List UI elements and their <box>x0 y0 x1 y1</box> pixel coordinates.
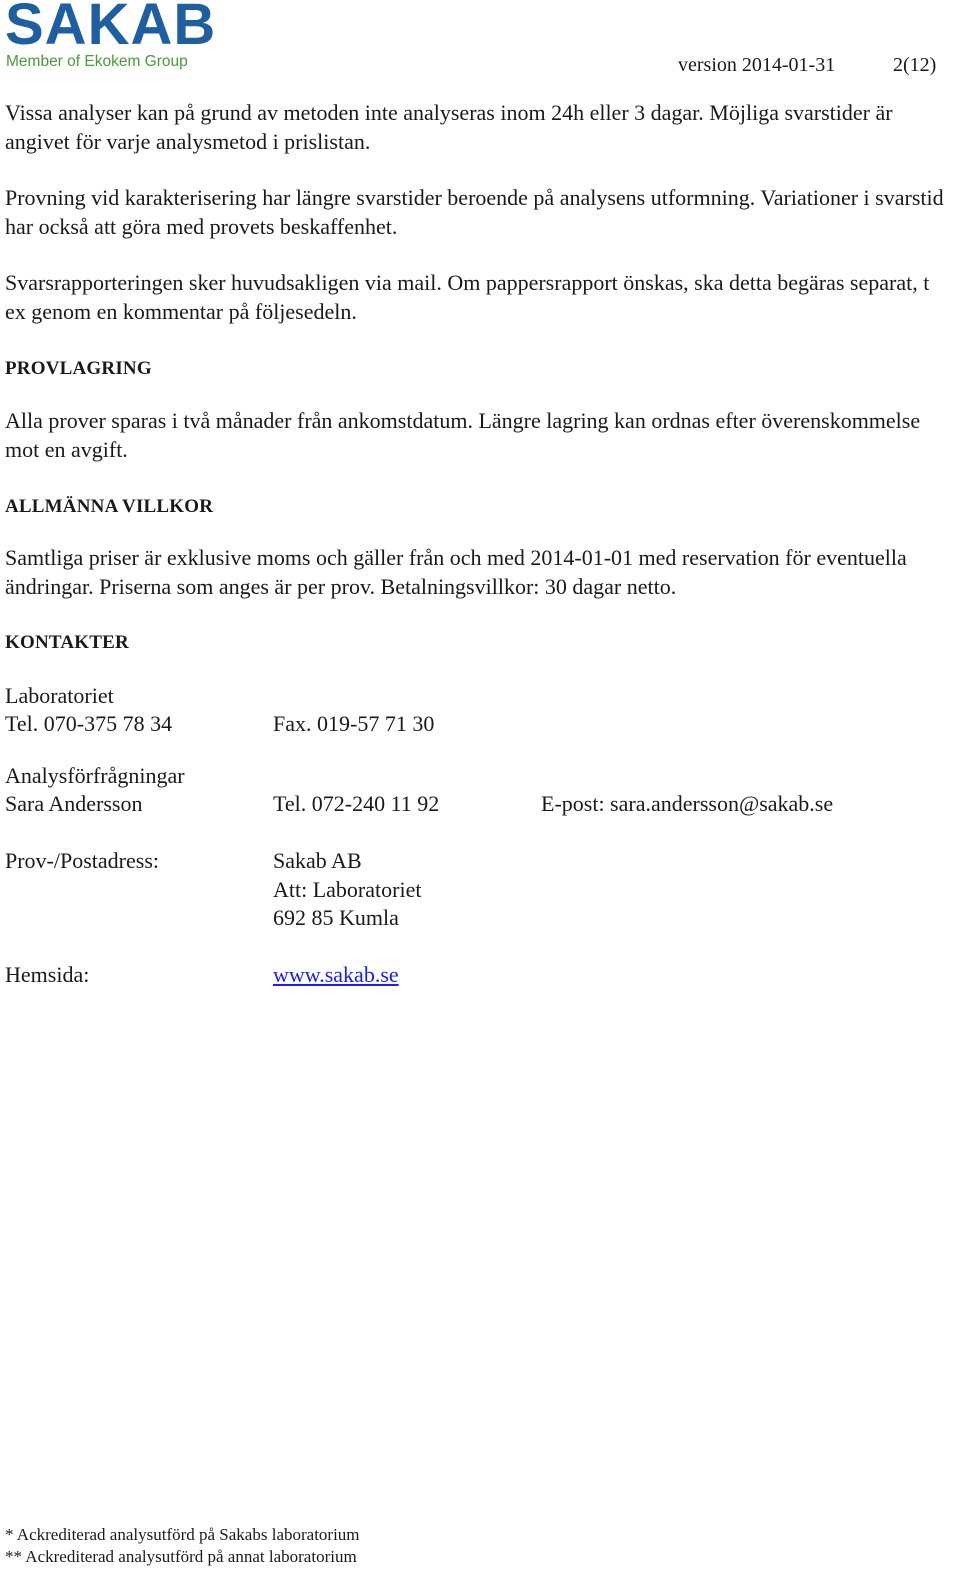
lab-fax: Fax. 019-57 71 30 <box>273 711 435 736</box>
paragraph-reporting: Svarsrapporteringen sker huvudsakligen via mail. Om pappersrapport önskas, ska detta begäras separat, t ex genom en kommentar på följesedeln. <box>5 270 930 324</box>
address-label: Prov-/Postadress: <box>5 848 159 873</box>
company-logo <box>5 2 215 72</box>
paragraph-provlagring: Alla prover sparas i två månader från ankomstdatum. Längre lagring kan ordnas efter överenskommelse mot en avgift. <box>5 408 921 462</box>
address-line-3: 692 85 Kumla <box>273 905 399 930</box>
document-version: version 2014-01-31 <box>678 54 836 76</box>
website-label: Hemsida: <box>5 962 90 987</box>
paragraph-characterization: Provning vid karakterisering har längre svarstider beroende på analysens utformning. Variationer i svarstid har också att göra med provets beskaffenhet. <box>5 185 944 239</box>
contact-phone: Tel. 072-240 11 92 <box>273 791 440 816</box>
logo-tagline: Member of Ekokem Group <box>6 53 188 70</box>
footnote-sakab-lab: * Ackrediterad analysutförd på Sakabs laboratorium <box>5 1525 360 1544</box>
footnote-other-lab: ** Ackrediterad analysutförd på annat laboratorium <box>5 1547 357 1566</box>
contact-name: Sara Andersson <box>5 791 143 816</box>
paragraph-villkor: Samtliga priser är exklusive moms och gäller från och med 2014-01-01 med reservation för eventuella ändringar. Priserna som anges är per prov. Betalningsvillkor: 30 dagar netto. <box>5 545 907 599</box>
logo-wordmark: SAKAB <box>5 0 217 57</box>
address-line-2: Att: Laboratoriet <box>273 877 422 902</box>
page-number: 2(12) <box>893 54 937 76</box>
contact-email: E-post: sara.andersson@sakab.se <box>541 791 834 816</box>
address-line-1: Sakab AB <box>273 848 362 873</box>
lab-phone: Tel. 070-375 78 34 <box>5 711 173 736</box>
lab-label: Laboratoriet <box>5 683 114 708</box>
inquiries-label: Analysförfrågningar <box>5 763 185 788</box>
heading-provlagring: PROVLAGRING <box>5 358 152 379</box>
paragraph-response-times: Vissa analyser kan på grund av metoden inte analyseras inom 24h eller 3 dagar. Möjliga svarstider är angivet för varje analysmetod i prislistan. <box>5 100 893 154</box>
heading-allmanna-villkor: ALLMÄNNA VILLKOR <box>5 496 214 517</box>
website-link[interactable]: www.sakab.se <box>273 962 399 987</box>
heading-kontakter: KONTAKTER <box>5 632 129 653</box>
